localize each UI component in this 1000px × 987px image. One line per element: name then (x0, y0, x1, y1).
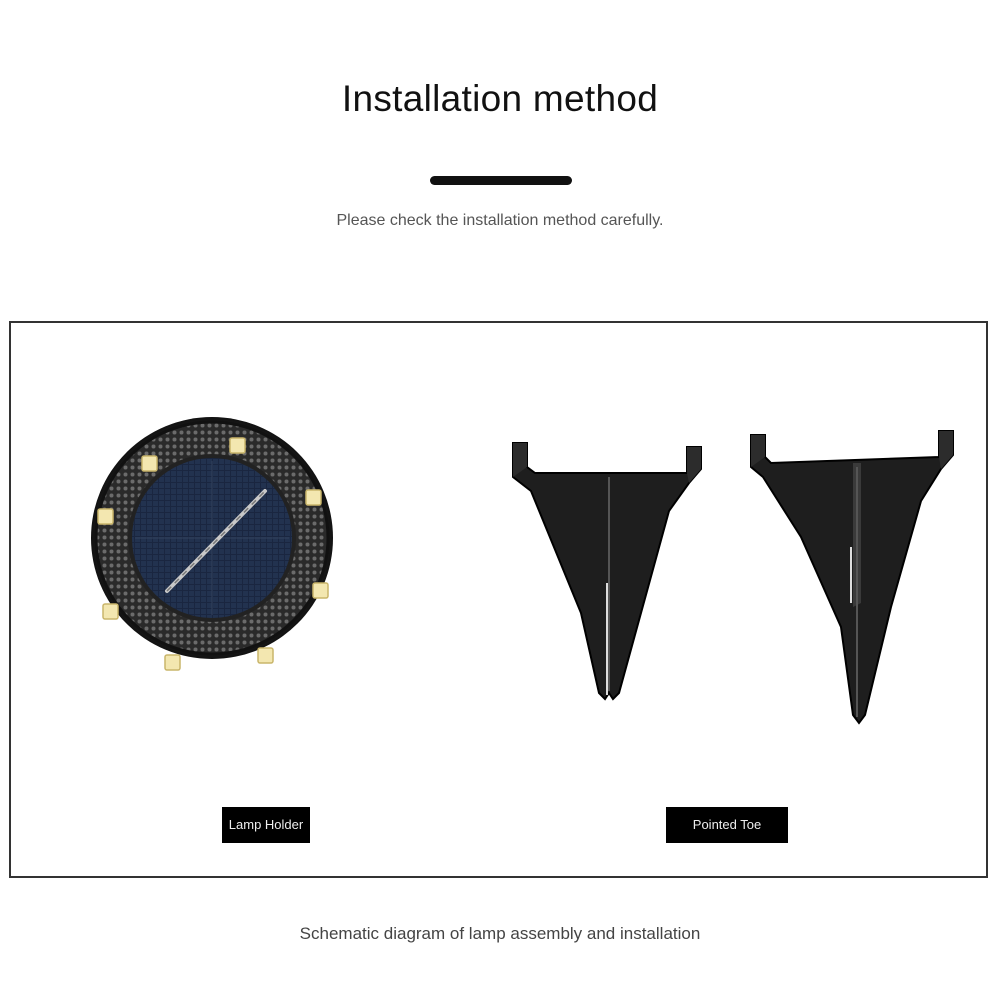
led-icon (306, 490, 321, 505)
led-icon (230, 438, 245, 453)
page-title: Installation method (341, 78, 659, 119)
pointed-toe-front-illustration (501, 433, 721, 708)
led-icon (103, 604, 118, 619)
page-subtitle: Please check the installation method carefully. (336, 212, 664, 229)
led-icon (98, 509, 113, 524)
pointed-toe-label: Pointed Toe (666, 807, 788, 843)
lamp-holder-illustration (87, 387, 337, 739)
led-icon (258, 648, 273, 663)
diagram-caption: Schematic diagram of lamp assembly and installation (299, 924, 701, 943)
led-icon (165, 655, 180, 670)
title-divider (430, 176, 572, 185)
led-icon (313, 583, 328, 598)
led-icon (142, 456, 157, 471)
diagram-frame (9, 321, 988, 878)
lamp-holder-label: Lamp Holder (222, 807, 310, 843)
pointed-toe-side-illustration (741, 427, 961, 727)
